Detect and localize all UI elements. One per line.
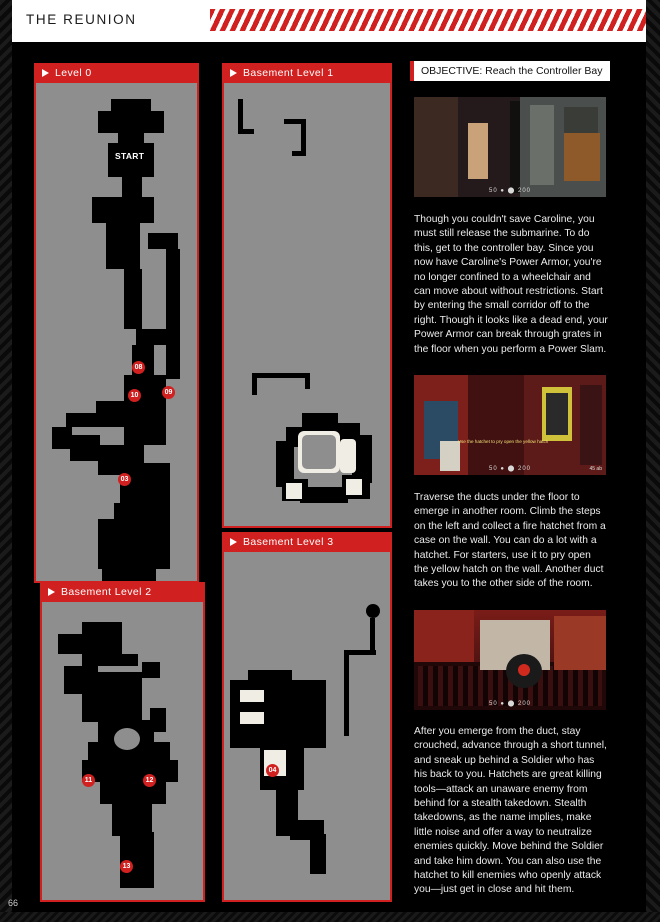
map-panel-basement3-label: Basement Level 3: [243, 536, 334, 548]
hud-readout: 50 ● ⬤ 200: [488, 466, 532, 472]
paragraph-3: After you emerge from the duct, stay crouched, advance through a short tunnel, and sneak up behind a Soldier who has his back to you. Hatchets are great killing tools—attack an unaware enemy from behind for a stealth takedown. Stealth takedowns, as the name implies, make little noise and offer a way to neutralize enemies quickly. Move behind the Soldier and take him down. You can also use the hatchet to kill enemies who openly attack you—just get in close and hit them.: [414, 726, 607, 896]
paragraph-2: Traverse the ducts under the floor to emerge in another room. Climb the steps on the left and collect a fire hatchet from a case on the wall. You can do a lot with a hatchet. For starters, use it to pry open the yellow hatch on the wall. Another duct takes you to the other side of the room.: [414, 492, 606, 590]
map-marker[interactable]: 10: [128, 389, 141, 402]
map-marker[interactable]: 04: [266, 764, 279, 777]
map-marker[interactable]: 09: [162, 386, 175, 399]
objective-accent-bar: [410, 61, 414, 81]
page-header: [12, 0, 646, 42]
objective-banner: [410, 61, 610, 81]
map-panel-level0-title: [34, 63, 199, 83]
screenshot-2: [414, 375, 606, 475]
triangle-right-icon: [42, 69, 49, 77]
map-panel-basement2: [40, 582, 205, 902]
map-marker[interactable]: 03: [118, 473, 131, 486]
map-panel-basement1-label: Basement Level 1: [243, 67, 334, 79]
header-chevron-stripe: [210, 9, 646, 31]
map-panel-basement1: [222, 63, 392, 528]
triangle-right-icon: [230, 538, 237, 546]
map-marker[interactable]: 08: [132, 361, 145, 374]
page-title: THE REUNION: [26, 12, 137, 27]
map-marker[interactable]: 11: [82, 774, 95, 787]
map-marker[interactable]: 12: [143, 774, 156, 787]
page-number: 66: [8, 898, 19, 908]
map-panel-basement3: [222, 532, 392, 902]
map-panel-basement2-title: [40, 582, 205, 602]
map-panel-basement3-body: [224, 552, 390, 900]
page-footer-texture: [0, 912, 660, 922]
map-panel-level0: [34, 63, 199, 583]
screenshot-2-caption: Use the hatchet to pry open the yellow hatch: [457, 439, 549, 444]
screenshot-1: [414, 97, 606, 197]
screenshot-3: [414, 610, 606, 710]
page-edge-right: [646, 0, 660, 922]
triangle-right-icon: [48, 588, 55, 596]
hud-readout: 50 ● ⬤ 200: [488, 701, 532, 707]
map-panel-basement2-label: Basement Level 2: [61, 586, 152, 598]
map-panel-level0-label: Level 0: [55, 67, 92, 79]
page-content: [12, 45, 646, 922]
screenshot-2-ammo: 45 ab: [589, 466, 602, 472]
map-panel-basement1-title: [222, 63, 392, 83]
map-panel-basement3-title: [222, 532, 392, 552]
hud-readout: 50 ● ⬤ 200: [488, 188, 532, 194]
map-start-label: START: [115, 151, 145, 161]
map-marker[interactable]: 13: [120, 860, 133, 873]
map-panel-basement2-body: [42, 602, 203, 900]
triangle-right-icon: [230, 69, 237, 77]
paragraph-1: Though you couldn't save Caroline, you must still release the submarine. To do this, get to the controller bay. Since you now have Caroline's Power Armor, you're no longer confined to a wheelchair and can move about without restrictions. Start by entering the small corridor off to the right. Though it looks like a dead end, your Power Armor can break through grates in the floor when you perform a Power Slam.: [414, 214, 608, 355]
page-edge-left: [0, 0, 12, 922]
map-panel-level0-body: [36, 83, 197, 581]
map-panel-basement1-body: [224, 83, 390, 526]
objective-label: OBJECTIVE: Reach the Controller Bay: [421, 65, 603, 77]
